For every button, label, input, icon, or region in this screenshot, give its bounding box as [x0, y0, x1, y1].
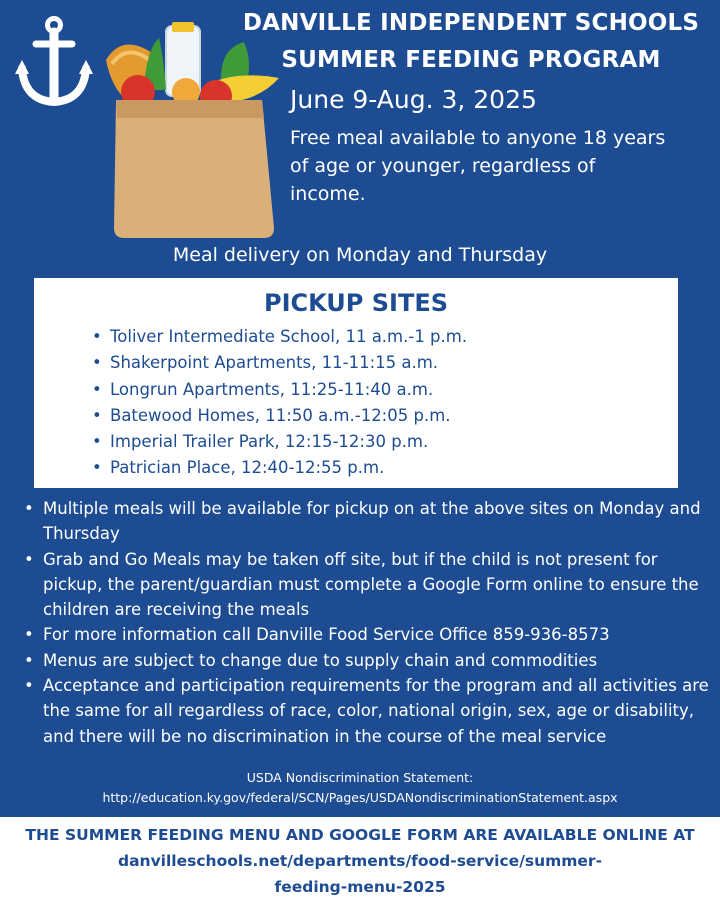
usda-statement: [0, 768, 720, 808]
pickup-site-item: • Shakerpoint Apartments, 11-11:15 a.m.: [92, 350, 678, 376]
page-title-line-2: SUMMER FEEDING PROGRAM: [281, 47, 661, 73]
note-item: • Grab and Go Meals may be taken off site, but if the child is not present for pickup, the parent/guardian must complete a Google Form online to ensure the children are receiving the meals: [22, 547, 712, 623]
pickup-site-item: • Imperial Trailer Park, 12:15-12:30 p.m.: [92, 429, 678, 455]
eligibility-line: income.: [290, 183, 366, 205]
pickup-sites-panel: [34, 278, 678, 488]
note-item: • Menus are subject to change due to supply chain and commodities: [22, 648, 712, 673]
program-dates: June 9-Aug. 3, 2025: [290, 85, 537, 114]
footer-link-line-2[interactable]: feeding-menu-2025: [274, 878, 446, 896]
page-title-line-1: DANVILLE INDEPENDENT SCHOOLS: [242, 10, 700, 36]
pickup-site-item: • Longrun Apartments, 11:25-11:40 a.m.: [92, 377, 678, 403]
eligibility-line: of age or younger, regardless of: [290, 155, 596, 177]
pickup-sites-heading: PICKUP SITES: [263, 289, 448, 317]
note-item: • Multiple meals will be available for pickup on at the above sites on Monday and Thursday: [22, 496, 712, 547]
footer-link-line-1[interactable]: danvilleschools.net/departments/food-service/summer-: [117, 852, 603, 870]
usda-link[interactable]: http://education.ky.gov/federal/SCN/Pages/USDANondiscriminationStatement.aspx: [102, 790, 618, 805]
footer-banner: [0, 817, 720, 900]
footer-heading: THE SUMMER FEEDING MENU AND GOOGLE FORM ARE AVAILABLE ONLINE AT: [25, 826, 695, 844]
program-notes-list: [22, 496, 712, 749]
usda-label: USDA Nondiscrimination Statement:: [246, 770, 474, 785]
eligibility-text: [290, 124, 710, 208]
pickup-site-item: • Patrician Place, 12:40-12:55 p.m.: [92, 455, 678, 481]
pickup-sites-list: [34, 324, 678, 482]
anchor-icon: [14, 14, 94, 110]
pickup-site-item: • Toliver Intermediate School, 11 a.m.-1 p.m.: [92, 324, 678, 350]
delivery-days: Meal delivery on Monday and Thursday: [172, 244, 548, 266]
eligibility-line: Free meal available to anyone 18 years: [290, 127, 666, 149]
note-item: • Acceptance and participation requirements for the program and all activities are the same for all regardless of race, color, national origin, sex, age or disability, and there will be no discrimination in the course of the meal service: [22, 673, 712, 749]
note-item: • For more information call Danville Food Service Office 859-936-8573: [22, 622, 712, 647]
pickup-site-item: • Batewood Homes, 11:50 a.m.-12:05 p.m.: [92, 403, 678, 429]
